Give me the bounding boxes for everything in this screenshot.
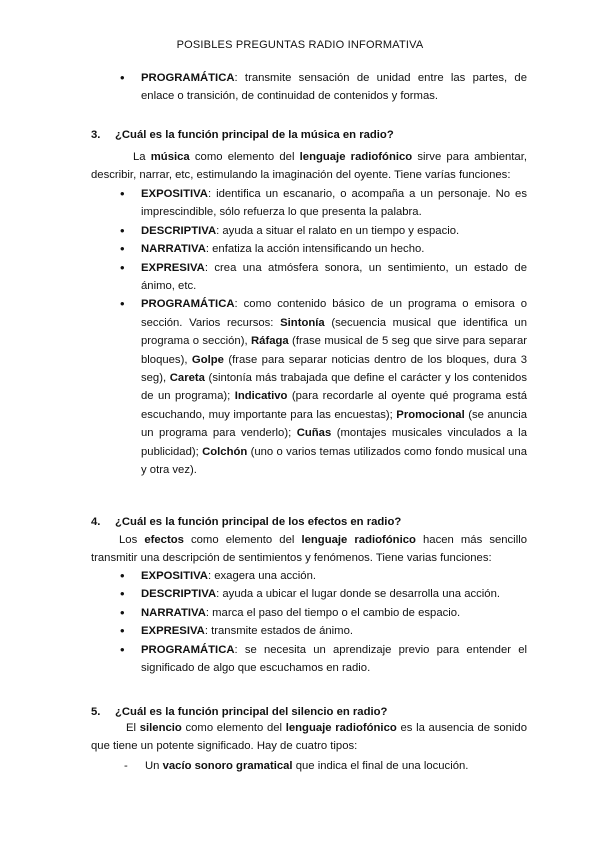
list-item: • NARRATIVA: enfatiza la acción intensificando un hecho. <box>120 240 527 258</box>
list-item: • DESCRIPTIVA: ayuda a ubicar el lugar donde se desarrolla una acción. <box>120 585 527 603</box>
list-item: • EXPOSITIVA: exagera una acción. <box>120 567 527 585</box>
list-item-programatica: • PROGRAMÁTICA: transmite sensación de unidad entre las partes, de enlace o transición, de continuidad de contenidos y formas. <box>120 69 527 106</box>
list-item: • EXPOSITIVA: identifica un escanario, o acompaña a un personaje. No es imprescindible, sólo refuerza lo que presenta la palabra. <box>120 185 527 222</box>
dash-list-item: - Un vacío sonoro gramatical que indica el final de una locución. <box>124 760 469 772</box>
list-item-programatica: • PROGRAMÁTICA: se necesita un aprendizaje previo para entender el significado de algo que escuchamos en radio. <box>120 641 527 678</box>
list-item-programatica: • PROGRAMÁTICA: como contenido básico de un programa o emisora o sección. Varios recursos: Sintonía (secuencia musical que identifica un programa o sección), Ráfaga (frase musical de 5 seg que sirve para separar bloques), Golpe (frase para separar noticias dentro de los bloques, dura 3 seg), Careta (sintonía más trabajada que define el carácter y los contenidos de un programa); Indicativo (para recordarle al oyente qué programa está escuchando, muy importante para las encuestas); Promocional (se anuncia un programa para venderlo); Cuñas (montajes musicales vinculados a la publicidad); Colchón (uno o varios temas utilizados como fondo musical una y otra vez). <box>120 295 527 479</box>
intro-paragraph: Los efectos como elemento del lenguaje radiofónico hacen más sencillo transmitir una descripción de sentimientos y fenómenos. Tiene varias funciones: <box>91 534 527 565</box>
q5-intro <box>91 719 527 756</box>
intro-paragraph: La música como elemento del lenguaje radiofónico sirve para ambientar, describir, narrar, etc, estimulando la imaginación del oyente. Tiene varías funciones: <box>91 151 527 182</box>
list-item: • EXPRESIVA: transmite estados de ánimo. <box>120 622 527 640</box>
q3-intro <box>91 148 527 185</box>
question-heading: 3. ¿Cuál es la función principal de la música en radio? <box>91 129 394 141</box>
question-heading: 5. ¿Cuál es la función principal del silencio en radio? <box>91 706 388 718</box>
list-item: • DESCRIPTIVA: ayuda a situar el ralato en un tiempo y espacio. <box>120 222 527 240</box>
q3-list <box>120 185 527 480</box>
q4-list <box>120 567 527 677</box>
q4-intro <box>91 531 527 568</box>
page-header: POSIBLES PREGUNTAS RADIO INFORMATIVA <box>176 39 424 51</box>
top-continuation <box>91 69 527 106</box>
q5-list <box>124 757 527 775</box>
question-heading: 4. ¿Cuál es la función principal de los efectos en radio? <box>91 516 402 528</box>
intro-paragraph: El silencio como elemento del lenguaje radiofónico es la ausencia de sonido que tiene un potente significado. Hay de cuatro tipos: <box>91 722 527 753</box>
section-q3 <box>91 126 527 144</box>
list-item: • EXPRESIVA: crea una atmósfera sonora, un sentimiento, un estado de ánimo, etc. <box>120 259 527 296</box>
section-q4 <box>91 513 527 531</box>
list-item: • NARRATIVA: marca el paso del tiempo o el cambio de espacio. <box>120 604 527 622</box>
